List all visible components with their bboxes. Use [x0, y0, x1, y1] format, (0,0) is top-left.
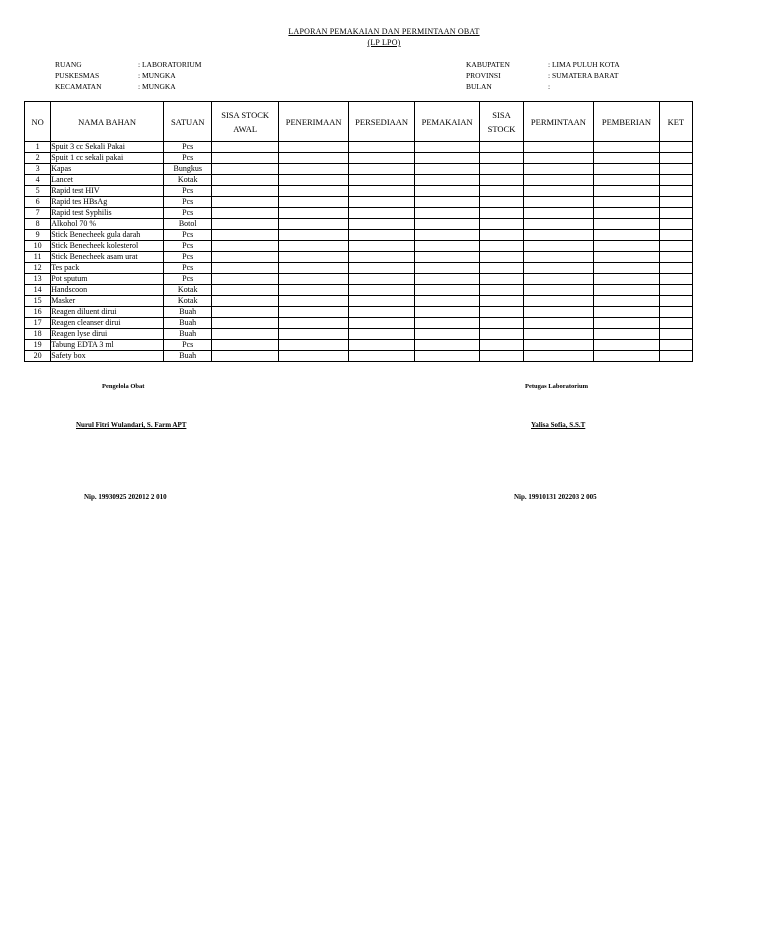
- row-ket-cell: [659, 175, 692, 186]
- row-pemberian-cell: [594, 252, 659, 263]
- row-sisa-stock-cell: [480, 164, 523, 175]
- row-persediaan-cell: [349, 219, 414, 230]
- row-unit-cell: Buah: [164, 351, 212, 362]
- row-ket-cell: [659, 153, 692, 164]
- row-penerimaan-cell: [278, 241, 349, 252]
- table-row: [25, 340, 693, 351]
- row-pemakaian-cell: [414, 351, 479, 362]
- col-header-sisa-stock-awal: SISA STOCK AWAL: [212, 102, 278, 142]
- info-value: : LABORATORIUM: [138, 60, 202, 69]
- row-unit-cell: Pcs: [164, 263, 212, 274]
- row-ket-cell: [659, 274, 692, 285]
- row-pemakaian-cell: [414, 164, 479, 175]
- row-permintaan-cell: [523, 351, 594, 362]
- row-pemberian-cell: [594, 175, 659, 186]
- row-persediaan-cell: [349, 241, 414, 252]
- row-penerimaan-cell: [278, 230, 349, 241]
- row-permintaan-cell: [523, 197, 594, 208]
- row-permintaan-cell: [523, 230, 594, 241]
- row-permintaan-cell: [523, 252, 594, 263]
- row-pemberian-cell: [594, 296, 659, 307]
- row-unit-cell: Pcs: [164, 340, 212, 351]
- signature-left-name: Nurul Fitri Wulandari, S. Farm APT: [76, 421, 187, 429]
- row-pemakaian-cell: [414, 329, 479, 340]
- row-permintaan-cell: [523, 340, 594, 351]
- row-permintaan-cell: [523, 208, 594, 219]
- row-ket-cell: [659, 296, 692, 307]
- row-pemakaian-cell: [414, 285, 479, 296]
- info-value: : MUNGKA: [138, 71, 176, 80]
- row-ket-cell: [659, 307, 692, 318]
- row-pemakaian-cell: [414, 142, 479, 153]
- table-row: [25, 197, 693, 208]
- info-bulan: [466, 81, 620, 92]
- report-title: LAPORAN PEMAKAIAN DAN PERMINTAAN OBAT: [288, 27, 480, 36]
- row-sisa-stock-cell: [480, 274, 523, 285]
- row-sisa-stock-cell: [480, 241, 523, 252]
- row-sisa-stock-cell: [480, 230, 523, 241]
- row-no-cell: 17: [25, 318, 51, 329]
- row-pemberian-cell: [594, 329, 659, 340]
- row-sisa-stock-cell: [480, 296, 523, 307]
- row-persediaan-cell: [349, 307, 414, 318]
- table-row: [25, 296, 693, 307]
- row-permintaan-cell: [523, 263, 594, 274]
- table-row: [25, 252, 693, 263]
- row-permintaan-cell: [523, 142, 594, 153]
- row-no-cell: 10: [25, 241, 51, 252]
- report-subtitle: (LP LPO): [367, 38, 401, 47]
- row-pemberian-cell: [594, 186, 659, 197]
- row-penerimaan-cell: [278, 252, 349, 263]
- row-permintaan-cell: [523, 153, 594, 164]
- row-sisa-stock-awal-cell: [212, 285, 278, 296]
- row-pemberian-cell: [594, 142, 659, 153]
- table-body: [25, 142, 693, 362]
- row-no-cell: 7: [25, 208, 51, 219]
- row-no-cell: 19: [25, 340, 51, 351]
- row-ket-cell: [659, 285, 692, 296]
- row-ket-cell: [659, 197, 692, 208]
- row-sisa-stock-awal-cell: [212, 175, 278, 186]
- row-sisa-stock-awal-cell: [212, 296, 278, 307]
- row-no-cell: 8: [25, 219, 51, 230]
- row-penerimaan-cell: [278, 296, 349, 307]
- row-pemakaian-cell: [414, 241, 479, 252]
- row-ket-cell: [659, 329, 692, 340]
- row-unit-cell: Kotak: [164, 296, 212, 307]
- row-pemberian-cell: [594, 197, 659, 208]
- table-row: [25, 186, 693, 197]
- row-unit-cell: Pcs: [164, 241, 212, 252]
- row-persediaan-cell: [349, 340, 414, 351]
- row-pemakaian-cell: [414, 175, 479, 186]
- row-name-cell: Stick Benecheek asam urat: [51, 252, 164, 263]
- row-penerimaan-cell: [278, 175, 349, 186]
- row-penerimaan-cell: [278, 219, 349, 230]
- row-no-cell: 1: [25, 142, 51, 153]
- info-provinsi: [466, 70, 620, 81]
- info-label: RUANG: [55, 60, 82, 69]
- row-pemberian-cell: [594, 307, 659, 318]
- row-sisa-stock-awal-cell: [212, 274, 278, 285]
- row-ket-cell: [659, 164, 692, 175]
- row-name-cell: Rapid test Syphilis: [51, 208, 164, 219]
- row-no-cell: 14: [25, 285, 51, 296]
- row-sisa-stock-awal-cell: [212, 318, 278, 329]
- row-pemakaian-cell: [414, 296, 479, 307]
- row-unit-cell: Pcs: [164, 153, 212, 164]
- info-label: BULAN: [466, 82, 492, 91]
- row-ket-cell: [659, 318, 692, 329]
- row-sisa-stock-awal-cell: [212, 142, 278, 153]
- row-ket-cell: [659, 252, 692, 263]
- row-sisa-stock-awal-cell: [212, 307, 278, 318]
- table-row: [25, 329, 693, 340]
- row-persediaan-cell: [349, 252, 414, 263]
- row-no-cell: 4: [25, 175, 51, 186]
- row-sisa-stock-cell: [480, 329, 523, 340]
- info-kabupaten: [466, 59, 620, 70]
- row-pemberian-cell: [594, 153, 659, 164]
- row-persediaan-cell: [349, 186, 414, 197]
- table-header-row: [25, 102, 693, 142]
- row-ket-cell: [659, 230, 692, 241]
- row-pemakaian-cell: [414, 307, 479, 318]
- row-name-cell: Alkohol 70 %: [51, 219, 164, 230]
- row-sisa-stock-awal-cell: [212, 351, 278, 362]
- row-permintaan-cell: [523, 296, 594, 307]
- row-permintaan-cell: [523, 274, 594, 285]
- row-unit-cell: Pcs: [164, 186, 212, 197]
- row-penerimaan-cell: [278, 318, 349, 329]
- table-row: [25, 285, 693, 296]
- table-row: [25, 241, 693, 252]
- row-ket-cell: [659, 340, 692, 351]
- row-permintaan-cell: [523, 241, 594, 252]
- row-sisa-stock-cell: [480, 307, 523, 318]
- row-penerimaan-cell: [278, 340, 349, 351]
- row-pemakaian-cell: [414, 208, 479, 219]
- row-sisa-stock-cell: [480, 208, 523, 219]
- row-sisa-stock-awal-cell: [212, 241, 278, 252]
- row-pemberian-cell: [594, 263, 659, 274]
- row-pemberian-cell: [594, 285, 659, 296]
- row-name-cell: Rapid test HIV: [51, 186, 164, 197]
- row-name-cell: Stick Benecheek gula darah: [51, 230, 164, 241]
- row-persediaan-cell: [349, 197, 414, 208]
- info-puskesmas: [55, 70, 201, 81]
- row-penerimaan-cell: [278, 197, 349, 208]
- table-row: [25, 153, 693, 164]
- row-no-cell: 13: [25, 274, 51, 285]
- row-pemberian-cell: [594, 208, 659, 219]
- row-pemakaian-cell: [414, 263, 479, 274]
- row-unit-cell: Kotak: [164, 175, 212, 186]
- row-sisa-stock-cell: [480, 153, 523, 164]
- row-penerimaan-cell: [278, 164, 349, 175]
- signature-right-name: Yalisa Sofia, S.S.T: [531, 421, 586, 429]
- row-unit-cell: Pcs: [164, 252, 212, 263]
- row-persediaan-cell: [349, 142, 414, 153]
- table-row: [25, 175, 693, 186]
- row-unit-cell: Pcs: [164, 274, 212, 285]
- row-pemakaian-cell: [414, 274, 479, 285]
- report-table: [24, 101, 693, 362]
- row-sisa-stock-cell: [480, 142, 523, 153]
- row-sisa-stock-cell: [480, 186, 523, 197]
- row-no-cell: 11: [25, 252, 51, 263]
- row-name-cell: Tes pack: [51, 263, 164, 274]
- row-pemberian-cell: [594, 318, 659, 329]
- row-name-cell: Rapid tes HBsAg: [51, 197, 164, 208]
- col-header-pemakaian: PEMAKAIAN: [414, 102, 479, 142]
- row-pemberian-cell: [594, 340, 659, 351]
- row-unit-cell: Buah: [164, 318, 212, 329]
- row-name-cell: Spuit 3 cc Sekali Pakai: [51, 142, 164, 153]
- row-sisa-stock-cell: [480, 263, 523, 274]
- row-sisa-stock-cell: [480, 340, 523, 351]
- row-sisa-stock-awal-cell: [212, 219, 278, 230]
- row-sisa-stock-awal-cell: [212, 186, 278, 197]
- info-left: [55, 59, 201, 92]
- row-pemakaian-cell: [414, 186, 479, 197]
- info-kecamatan: [55, 81, 201, 92]
- row-name-cell: Spuit 1 cc sekali pakai: [51, 153, 164, 164]
- signature-right-title: Petugas Laboratorium: [525, 383, 589, 390]
- row-permintaan-cell: [523, 318, 594, 329]
- row-name-cell: Stick Benecheek kolesterol: [51, 241, 164, 252]
- row-sisa-stock-awal-cell: [212, 252, 278, 263]
- table-row: [25, 230, 693, 241]
- row-ket-cell: [659, 351, 692, 362]
- row-name-cell: Reagen cleanser dirui: [51, 318, 164, 329]
- row-persediaan-cell: [349, 296, 414, 307]
- row-pemakaian-cell: [414, 153, 479, 164]
- col-header-persediaan: PERSEDIAAN: [349, 102, 414, 142]
- row-pemakaian-cell: [414, 340, 479, 351]
- row-sisa-stock-cell: [480, 175, 523, 186]
- table-row: [25, 142, 693, 153]
- row-permintaan-cell: [523, 164, 594, 175]
- row-sisa-stock-awal-cell: [212, 329, 278, 340]
- row-penerimaan-cell: [278, 186, 349, 197]
- row-name-cell: Reagen lyse dirui: [51, 329, 164, 340]
- row-unit-cell: Botol: [164, 219, 212, 230]
- row-name-cell: Pot sputum: [51, 274, 164, 285]
- row-sisa-stock-awal-cell: [212, 340, 278, 351]
- row-pemakaian-cell: [414, 219, 479, 230]
- row-permintaan-cell: [523, 186, 594, 197]
- row-persediaan-cell: [349, 318, 414, 329]
- row-ket-cell: [659, 219, 692, 230]
- info-label: PROVINSI: [466, 71, 501, 80]
- row-pemberian-cell: [594, 274, 659, 285]
- row-permintaan-cell: [523, 219, 594, 230]
- row-permintaan-cell: [523, 329, 594, 340]
- row-pemberian-cell: [594, 351, 659, 362]
- row-no-cell: 2: [25, 153, 51, 164]
- row-penerimaan-cell: [278, 153, 349, 164]
- row-unit-cell: Buah: [164, 307, 212, 318]
- row-sisa-stock-awal-cell: [212, 197, 278, 208]
- row-name-cell: Masker: [51, 296, 164, 307]
- row-sisa-stock-cell: [480, 285, 523, 296]
- table-row: [25, 351, 693, 362]
- signature-left-nip: Nip. 19930925 202012 2 010: [84, 493, 167, 501]
- row-sisa-stock-awal-cell: [212, 263, 278, 274]
- row-penerimaan-cell: [278, 307, 349, 318]
- table-row: [25, 274, 693, 285]
- col-header-pemberian: PEMBERIAN: [594, 102, 659, 142]
- row-permintaan-cell: [523, 285, 594, 296]
- row-no-cell: 5: [25, 186, 51, 197]
- row-penerimaan-cell: [278, 285, 349, 296]
- row-sisa-stock-cell: [480, 351, 523, 362]
- col-header-sisa-stock: SISA STOCK: [480, 102, 523, 142]
- row-no-cell: 12: [25, 263, 51, 274]
- table-row: [25, 307, 693, 318]
- row-sisa-stock-awal-cell: [212, 153, 278, 164]
- row-unit-cell: Pcs: [164, 230, 212, 241]
- row-persediaan-cell: [349, 274, 414, 285]
- row-penerimaan-cell: [278, 263, 349, 274]
- signature-left-title: Pengelola Obat: [102, 383, 145, 390]
- row-persediaan-cell: [349, 285, 414, 296]
- row-no-cell: 9: [25, 230, 51, 241]
- row-ket-cell: [659, 263, 692, 274]
- row-persediaan-cell: [349, 329, 414, 340]
- row-ket-cell: [659, 208, 692, 219]
- row-unit-cell: Pcs: [164, 197, 212, 208]
- col-header-no: NO: [25, 102, 51, 142]
- row-sisa-stock-awal-cell: [212, 164, 278, 175]
- row-pemberian-cell: [594, 241, 659, 252]
- row-persediaan-cell: [349, 153, 414, 164]
- row-unit-cell: Kotak: [164, 285, 212, 296]
- row-name-cell: Handscoon: [51, 285, 164, 296]
- table-row: [25, 263, 693, 274]
- row-no-cell: 18: [25, 329, 51, 340]
- row-no-cell: 3: [25, 164, 51, 175]
- row-persediaan-cell: [349, 208, 414, 219]
- info-label: PUSKESMAS: [55, 71, 100, 80]
- info-value: : SUMATERA BARAT: [548, 71, 619, 80]
- table-row: [25, 164, 693, 175]
- row-sisa-stock-cell: [480, 252, 523, 263]
- row-name-cell: Reagen diluent dirui: [51, 307, 164, 318]
- row-sisa-stock-cell: [480, 318, 523, 329]
- col-header-penerimaan: PENERIMAAN: [278, 102, 349, 142]
- row-name-cell: Lancet: [51, 175, 164, 186]
- table-row: [25, 208, 693, 219]
- row-unit-cell: Pcs: [164, 208, 212, 219]
- row-permintaan-cell: [523, 307, 594, 318]
- row-no-cell: 6: [25, 197, 51, 208]
- row-sisa-stock-cell: [480, 197, 523, 208]
- col-header-ket: KET: [659, 102, 692, 142]
- info-ruang: [55, 59, 201, 70]
- row-sisa-stock-awal-cell: [212, 208, 278, 219]
- row-name-cell: Safety box: [51, 351, 164, 362]
- row-no-cell: 15: [25, 296, 51, 307]
- row-persediaan-cell: [349, 175, 414, 186]
- table-row: [25, 219, 693, 230]
- row-penerimaan-cell: [278, 274, 349, 285]
- row-ket-cell: [659, 241, 692, 252]
- row-persediaan-cell: [349, 164, 414, 175]
- row-persediaan-cell: [349, 351, 414, 362]
- row-pemakaian-cell: [414, 197, 479, 208]
- signature-right-nip: Nip. 19910131 202203 2 005: [514, 493, 597, 501]
- info-label: KABUPATEN: [466, 60, 510, 69]
- row-sisa-stock-cell: [480, 219, 523, 230]
- info-value: : LIMA PULUH KOTA: [548, 60, 620, 69]
- row-pemberian-cell: [594, 230, 659, 241]
- row-ket-cell: [659, 142, 692, 153]
- row-pemakaian-cell: [414, 230, 479, 241]
- row-unit-cell: Buah: [164, 329, 212, 340]
- info-label: KECAMATAN: [55, 82, 102, 91]
- row-pemberian-cell: [594, 164, 659, 175]
- col-header-satuan: SATUAN: [164, 102, 212, 142]
- row-permintaan-cell: [523, 175, 594, 186]
- row-sisa-stock-awal-cell: [212, 230, 278, 241]
- row-penerimaan-cell: [278, 142, 349, 153]
- row-no-cell: 20: [25, 351, 51, 362]
- table-row: [25, 318, 693, 329]
- row-persediaan-cell: [349, 230, 414, 241]
- row-penerimaan-cell: [278, 329, 349, 340]
- row-pemakaian-cell: [414, 252, 479, 263]
- info-value: : MUNGKA: [138, 82, 176, 91]
- row-name-cell: Tabung EDTA 3 ml: [51, 340, 164, 351]
- row-unit-cell: Pcs: [164, 142, 212, 153]
- row-unit-cell: Bungkus: [164, 164, 212, 175]
- col-header-permintaan: PERMINTAAN: [523, 102, 594, 142]
- row-pemberian-cell: [594, 219, 659, 230]
- row-penerimaan-cell: [278, 208, 349, 219]
- info-value: :: [548, 82, 551, 91]
- col-header-nama-bahan: NAMA BAHAN: [51, 102, 164, 142]
- row-penerimaan-cell: [278, 351, 349, 362]
- row-ket-cell: [659, 186, 692, 197]
- row-pemakaian-cell: [414, 318, 479, 329]
- row-persediaan-cell: [349, 263, 414, 274]
- row-no-cell: 16: [25, 307, 51, 318]
- row-name-cell: Kapas: [51, 164, 164, 175]
- info-right: [466, 59, 620, 92]
